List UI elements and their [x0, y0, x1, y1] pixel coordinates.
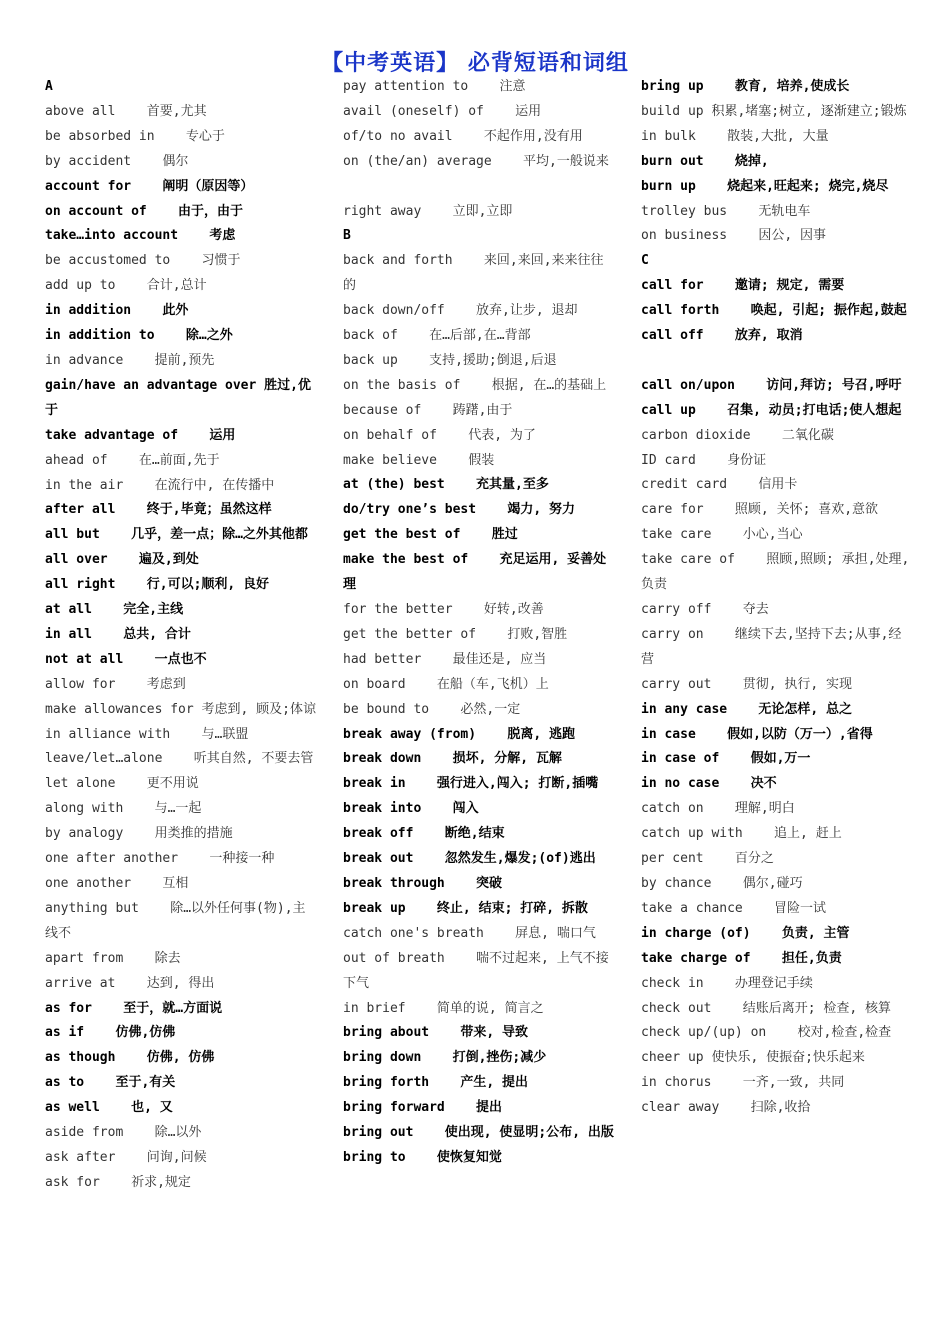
phrase-entry: break out 忽然发生,爆发;(of)逃出 — [343, 851, 596, 867]
phrase-entry — [343, 175, 615, 200]
phrase-entry: call off 放弃, 取消 — [641, 328, 803, 344]
phrase-entry: by chance 偶尔,碰巧 — [641, 875, 803, 891]
phrase-entry: take charge of 担任,负责 — [641, 950, 842, 966]
phrase-entry: back of 在…后部,在…背部 — [343, 328, 531, 344]
phrase-entry: be absorbed in 专心于 — [45, 128, 225, 144]
phrase-entry: along with 与…一起 — [45, 801, 202, 817]
phrase-entry — [641, 349, 913, 374]
phrase-entry: in the air 在流行中, 在传播中 — [45, 477, 275, 493]
phrase-entry: on the basis of 根据, 在…的基础上 — [343, 377, 607, 393]
phrase-entry: by accident 偶尔 — [45, 153, 189, 169]
phrase-entry: in chorus 一齐,一致, 共同 — [641, 1075, 845, 1091]
phrase-entry: back up 支持,援助;倒退,后退 — [343, 352, 557, 368]
phrase-entry: take care 小心,当心 — [641, 527, 803, 543]
phrase-entry: check up/(up) on 校对,检查,检查 — [641, 1025, 892, 1041]
phrase-entry: avail (oneself) of 运用 — [343, 103, 542, 119]
phrase-entry: burn up 烧起来,旺起来; 烧完,烧尽 — [641, 178, 889, 194]
phrase-entry: not at all 一点也不 — [45, 651, 207, 667]
phrase-entry: break through 突破 — [343, 875, 503, 891]
column-2 — [343, 75, 615, 1171]
phrase-entry: break down 损坏, 分解, 瓦解 — [343, 751, 562, 767]
phrase-entry: carry out 贯彻, 执行, 实现 — [641, 676, 853, 692]
phrase-entry: break in 强行进入,闯入; 打断,插嘴 — [343, 776, 599, 792]
phrase-entry: gain/have an advantage over 胜过,优于 — [45, 377, 311, 418]
phrase-entry: B — [343, 228, 351, 244]
phrase-entry: one another 互相 — [45, 876, 189, 891]
phrase-entry: take…into account 考虑 — [45, 228, 236, 244]
phrase-entry: back down/off 放弃,让步, 退却 — [343, 303, 578, 319]
phrase-entry: add up to 合计,总计 — [45, 278, 207, 294]
phrase-entry: carry off 夺去 — [641, 602, 769, 618]
phrase-entry: A — [45, 79, 53, 94]
phrase-entry: bring out 使出现, 使显明;公布, 出版 — [343, 1125, 614, 1141]
phrase-entry: in case of 假如,万一 — [641, 751, 811, 767]
phrase-entry: in charge (of) 负责, 主管 — [641, 925, 850, 941]
phrase-entry: call on/upon 访问,拜访; 号召,呼吁 — [641, 377, 902, 393]
phrase-entry: do/try one’s best 竭力, 努力 — [343, 502, 576, 518]
phrase-entry: credit card 信用卡 — [641, 477, 798, 493]
phrase-entry: in brief 简单的说, 简言之 — [343, 1000, 544, 1016]
phrase-entry: break into 闯入 — [343, 801, 479, 817]
phrase-entry: in advance 提前,预先 — [45, 352, 215, 368]
phrase-entry: on business 因公, 因事 — [641, 228, 827, 244]
phrase-entry: catch on 理解,明白 — [641, 801, 795, 817]
phrase-entry: one after another 一种接一种 — [45, 851, 275, 867]
phrase-entry: bring forth 产生, 提出 — [343, 1075, 529, 1091]
phrase-entry: of/to no avail 不起作用,没有用 — [343, 128, 583, 144]
phrase-entry: above all 首要,尤其 — [45, 103, 207, 119]
phrase-entry: as if 仿佛,仿佛 — [45, 1025, 176, 1041]
phrase-entry: all right 行,可以;顺利, 良好 — [45, 577, 270, 593]
phrase-entry: get the best of 胜过 — [343, 527, 518, 543]
phrase-entry: as though 仿佛, 仿佛 — [45, 1050, 215, 1066]
phrase-entry: in any case 无论怎样, 总之 — [641, 701, 853, 717]
phrase-entry: bring about 带来, 导致 — [343, 1025, 529, 1041]
phrase-entry: care for 照顾, 关怀; 喜欢,意欲 — [641, 502, 879, 518]
phrase-entry: all but 几乎，差一点；除…之外其他都 — [45, 527, 308, 543]
phrase-entry: break off 断绝,结束 — [343, 826, 505, 842]
phrase-entry: call forth 唤起, 引起; 振作起,鼓起 — [641, 303, 907, 319]
page-title: 【中考英语】 必背短语和词组 — [321, 51, 629, 76]
phrase-entry: bring forward 提出 — [343, 1100, 503, 1116]
phrase-entry: make allowances for 考虑到, 顾及;体谅 — [45, 701, 317, 717]
phrase-entry: anything but 除…以外任何事(物),主线不 — [45, 900, 306, 941]
phrase-entry: after all 终于,毕竟；虽然这样 — [45, 502, 272, 518]
phrase-entry: arrive at 达到, 得出 — [45, 975, 215, 991]
phrase-entry: apart from 除去 — [45, 950, 181, 966]
phrase-entry: check out 结账后离开; 检查, 核算 — [641, 1000, 892, 1016]
phrase-entry: cheer up 使快乐, 使振奋;快乐起来 — [641, 1050, 865, 1066]
phrase-entry: had better 最佳还是, 应当 — [343, 651, 547, 667]
phrase-entry: in addition to 除…之外 — [45, 328, 233, 344]
phrase-entry: ask after 问询,问候 — [45, 1149, 207, 1165]
phrase-entry: on board 在船（车,飞机）上 — [343, 676, 549, 692]
phrase-entry: because of 踌躇,由于 — [343, 402, 513, 418]
phrase-entry: be bound to 必然,一定 — [343, 701, 521, 717]
phrase-entry: out of breath 喘不过起来, 上气不接下气 — [343, 950, 609, 991]
phrase-entry: clear away 扫除,收拾 — [641, 1100, 811, 1116]
phrase-entry: let alone 更不用说 — [45, 776, 199, 792]
phrase-entry: leave/let…alone 听其自然, 不要去管 — [45, 751, 314, 767]
phrase-entry: pay attention to 注意 — [343, 79, 526, 94]
phrase-entry: in no case 决不 — [641, 776, 777, 792]
phrase-entry: catch one's breath 屏息, 喘口气 — [343, 925, 596, 941]
phrase-entry: by analogy 用类推的措施 — [45, 826, 233, 842]
phrase-entry: allow for 考虑到 — [45, 676, 186, 692]
phrase-entry: in addition 此外 — [45, 303, 189, 319]
phrase-entry: burn out 烧掉, — [641, 153, 769, 169]
phrase-entry: as well 也, 又 — [45, 1100, 173, 1116]
phrase-entry: right away 立即,立即 — [343, 203, 513, 219]
phrase-entry: make believe 假装 — [343, 452, 495, 468]
phrase-entry: catch up with 追上, 赶上 — [641, 826, 842, 842]
phrase-entry: get the better of 打败,智胜 — [343, 626, 568, 642]
phrase-entry: take care of 照顾,照顾; 承担,处理, 负责 — [641, 552, 918, 593]
phrase-entry: be accustomed to 习惯于 — [45, 253, 241, 269]
phrase-entry: call for 邀请; 规定, 需要 — [641, 278, 845, 294]
phrase-entry: check in 办理登记手续 — [641, 975, 813, 991]
phrase-entry: ahead of 在…前面,先于 — [45, 452, 220, 468]
phrase-entry: take advantage of 运用 — [45, 427, 236, 443]
phrase-entry: take a chance 冒险一试 — [641, 900, 827, 916]
phrase-entry: for the better 好转,改善 — [343, 602, 544, 618]
phrase-entry: at all 完全,主线 — [45, 602, 184, 618]
phrase-entry: in case 假如,以防（万一）,省得 — [641, 726, 873, 742]
phrase-entry: at (the) best 充其量,至多 — [343, 477, 549, 493]
phrase-entry: trolley bus 无轨电车 — [641, 203, 811, 219]
phrase-entry: aside from 除…以外 — [45, 1125, 202, 1141]
phrase-entry: in bulk 散装,大批, 大量 — [641, 128, 829, 144]
phrase-entry: on (the/an) average 平均,一般说来 — [343, 153, 609, 169]
phrase-entry: break away (from) 脱离, 逃跑 — [343, 726, 576, 742]
phrase-entry: C — [641, 253, 649, 269]
phrase-entry: make the best of 充足运用, 妥善处理 — [343, 552, 607, 593]
phrase-entry: in all 总共, 合计 — [45, 626, 191, 642]
phrase-entry: account for 阐明（原因等） — [45, 178, 254, 194]
phrase-entry: back and forth 来回,来回,来来往往的 — [343, 253, 604, 294]
phrase-entry: on behalf of 代表, 为了 — [343, 427, 536, 443]
phrase-entry: carry on 继续下去,坚持下去;从事,经营 — [641, 626, 902, 667]
phrase-entry: break up 终止, 结束; 打碎, 拆散 — [343, 900, 588, 916]
phrase-entry: bring down 打倒,挫伤;减少 — [343, 1050, 547, 1066]
phrase-entry: build up 积累,堵塞;树立, 逐渐建立;锻炼 — [641, 103, 907, 119]
phrase-entry: per cent 百分之 — [641, 851, 774, 867]
phrase-entry: bring to 使恢复知觉 — [343, 1149, 502, 1165]
phrase-entry: as for 至于，就…方面说 — [45, 1000, 223, 1016]
phrase-entry: carbon dioxide 二氧化碳 — [641, 427, 834, 443]
phrase-entry: call up 召集, 动员;打电话;使人想起 — [641, 402, 902, 418]
phrase-entry: ask for 祈求,规定 — [45, 1174, 191, 1190]
phrase-entry: as to 至于,有关 — [45, 1075, 176, 1091]
phrase-entry: all over 遍及,到处 — [45, 552, 199, 568]
phrase-entry: in alliance with 与…联盟 — [45, 726, 249, 742]
column-3 — [641, 75, 918, 1121]
phrase-entry: ID card 身份证 — [641, 452, 767, 468]
column-1 — [45, 75, 317, 1196]
phrase-entry: on account of 由于，由于 — [45, 203, 244, 219]
phrase-entry: bring up 教育, 培养,使成长 — [641, 79, 850, 94]
